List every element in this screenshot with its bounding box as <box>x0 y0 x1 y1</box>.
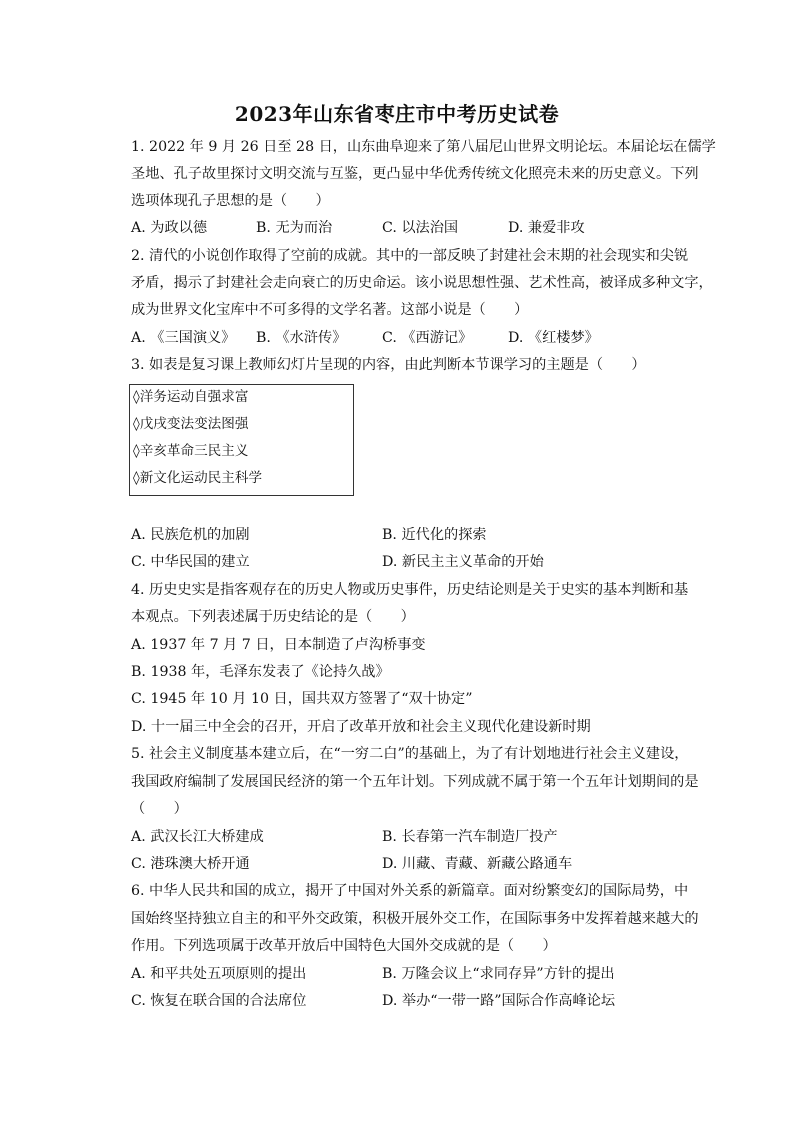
question-1-option-b: B. 无为而治 <box>256 220 333 236</box>
slide-item: ◊戊戌变法变法图强 <box>133 416 249 432</box>
question-6-option-a: A. 和平共处五项原则的提出 <box>131 966 307 982</box>
question-5-option-d: D. 川藏、青藏、新藏公路通车 <box>382 856 573 872</box>
question-3-option-a: A. 民族危机的加剧 <box>131 527 250 543</box>
question-3-option-d: D. 新民主主义革命的开始 <box>382 554 544 570</box>
question-6-line-2: 国始终坚持独立自主的和平外交政策，积极开展外交工作，在国际事务中发挥着越来越大的 <box>131 911 699 927</box>
question-1-option-d: D. 兼爱非攻 <box>508 220 585 236</box>
question-2-line-1: 2. 清代的小说创作取得了空前的成就。其中的一部反映了封建社会末期的社会现实和尖锐 <box>131 248 689 264</box>
question-1-option-c: C. 以法治国 <box>382 220 459 236</box>
question-2-option-b: B. 《水浒传》 <box>256 330 347 346</box>
question-1-line-2: 圣地、孔子故里探讨文明交流与互鉴，更凸显中华优秀传统文化照亮未来的历史意义。下列 <box>131 166 699 182</box>
question-6-line-3: 作用。下列选项属于改革开放后中国特色大国外交成就的是（ ） <box>131 938 557 954</box>
question-6-option-d: D. 举办“一带一路”国际合作高峰论坛 <box>382 993 616 1009</box>
question-5-line-1: 5. 社会主义制度基本建立后，在“一穷二白”的基础上，为了有计划地进行社会主义建设， <box>131 746 689 762</box>
slide-content-box <box>129 384 354 496</box>
page-title: 2023年山东省枣庄市中考历史试卷 <box>234 102 560 126</box>
question-6-option-c: C. 恢复在联合国的合法席位 <box>131 993 307 1009</box>
question-4-option-b: B. 1938 年，毛泽东发表了《论持久战》 <box>131 664 390 680</box>
question-3-line-1: 3. 如表是复习课上教师幻灯片呈现的内容，由此判断本节课学习的主题是（ ） <box>131 357 646 373</box>
question-5-option-a: A. 武汉长江大桥建成 <box>131 829 264 845</box>
question-1-line-1: 1. 2022 年 9 月 26 日至 28 日，山东曲阜迎来了第八届尼山世界文明论坛。本届论坛在儒学 <box>131 139 716 155</box>
question-4-line-2: 本观点。下列表述属于历史结论的是（ ） <box>131 609 415 625</box>
question-2-line-2: 矛盾，揭示了封建社会走向衰亡的历史命运。该小说思想性强、艺术性高，被译成多种文字， <box>131 275 713 291</box>
question-5-line-3: （ ） <box>131 801 188 817</box>
question-5-option-c: C. 港珠澳大桥开通 <box>131 856 250 872</box>
question-6-option-b: B. 万隆会议上“求同存异”方针的提出 <box>382 966 615 982</box>
slide-item: ◊新文化运动民主科学 <box>133 470 263 486</box>
question-2-option-c: C. 《西游记》 <box>382 330 473 346</box>
question-3-option-b: B. 近代化的探索 <box>382 527 487 543</box>
question-3-option-c: C. 中华民国的建立 <box>131 554 250 570</box>
question-2-option-d: D. 《红楼梦》 <box>508 330 599 346</box>
question-5-line-2: 我国政府编制了发展国民经济的第一个五年计划。下列成就不属于第一个五年计划期间的是 <box>131 774 699 790</box>
question-4-option-c: C. 1945 年 10 月 10 日，国共双方签署了“双十协定” <box>131 691 473 707</box>
question-1-line-3: 选项体现孔子思想的是（ ） <box>131 193 330 209</box>
question-4-line-1: 4. 历史史实是指客观存在的历史人物或历史事件，历史结论则是关于史实的基本判断和基 <box>131 582 689 598</box>
question-6-line-1: 6. 中华人民共和国的成立，揭开了中国对外关系的新篇章。面对纷繁变幻的国际局势，中 <box>131 883 689 899</box>
slide-item: ◊洋务运动自强求富 <box>133 389 249 405</box>
slide-item: ◊辛亥革命三民主义 <box>133 443 249 459</box>
question-4-option-d: D. 十一届三中全会的召开，开启了改革开放和社会主义现代化建设新时期 <box>131 719 591 735</box>
question-1-option-a: A. 为政以德 <box>131 220 208 236</box>
question-4-option-a: A. 1937 年 7 月 7 日，日本制造了卢沟桥事变 <box>131 637 426 653</box>
question-2-line-3: 成为世界文化宝库中不可多得的文学名著。这部小说是（ ） <box>131 302 529 318</box>
question-2-option-a: A. 《三国演义》 <box>131 330 236 346</box>
question-5-option-b: B. 长春第一汽车制造厂投产 <box>382 829 558 845</box>
